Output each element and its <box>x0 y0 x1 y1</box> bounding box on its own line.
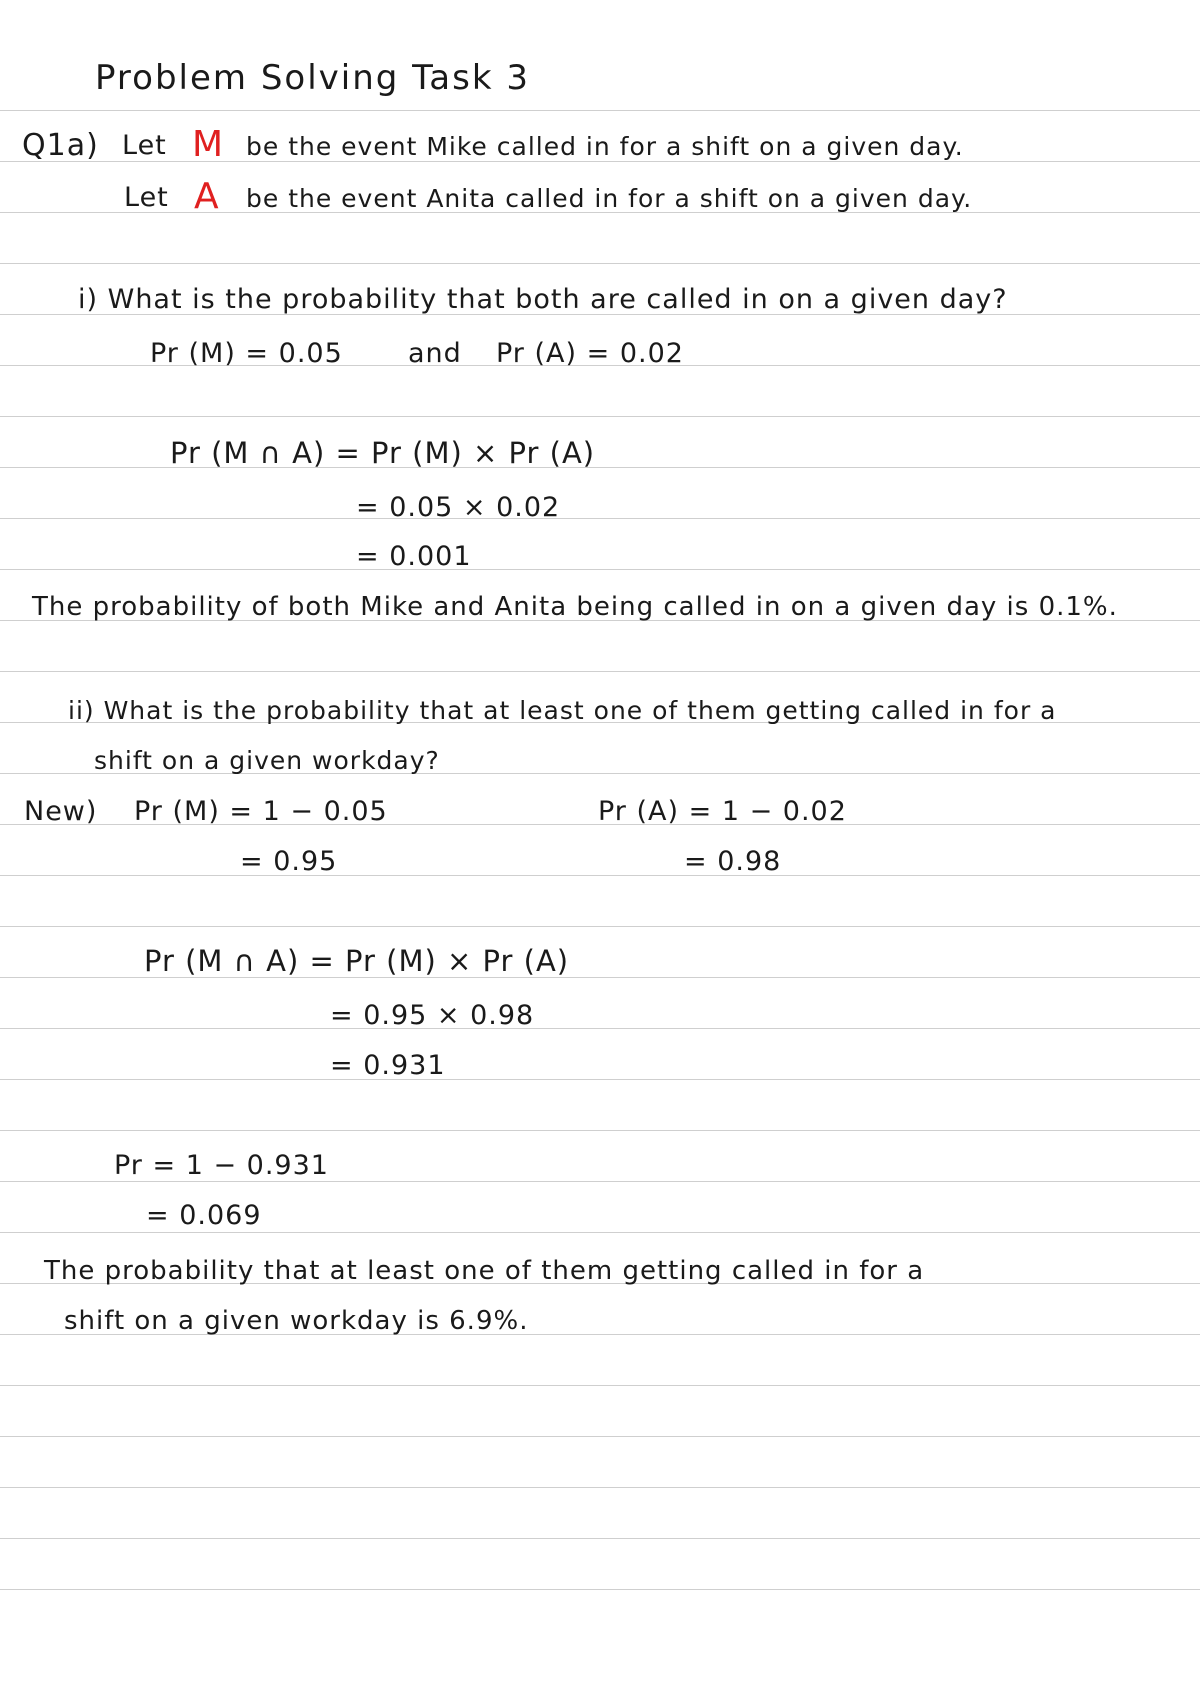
rule-line <box>0 1436 1200 1437</box>
part-ii-conclusion-line2: shift on a given workday is 6.9%. <box>64 1306 529 1336</box>
rule-line <box>0 161 1200 162</box>
part-ii-conclusion-line1: The probability that at least one of them getting called in for a <box>44 1256 925 1286</box>
pr-line1: Pr = 1 − 0.931 <box>114 1150 329 1181</box>
variable-m: M <box>192 124 225 165</box>
rule-line <box>0 1589 1200 1590</box>
given-pr-a: Pr (A) = 0.02 <box>496 338 684 369</box>
rule-line <box>0 569 1200 570</box>
let-a-text: be the event Anita called in for a shift on a given day. <box>246 184 973 213</box>
rule-line <box>0 1232 1200 1233</box>
let-a-prefix: Let <box>124 182 169 213</box>
rule-line <box>0 875 1200 876</box>
rule-line <box>0 1028 1200 1029</box>
part-ii-question-line1: ii) What is the probability that at least one of them getting called in for a <box>68 696 1057 725</box>
new-label: New) <box>24 796 98 827</box>
new-pr-a-line1: Pr (A) = 1 − 0.02 <box>598 796 847 827</box>
rule-line <box>0 1538 1200 1539</box>
part-i-eq1: Pr (M ∩ A) = Pr (M) × Pr (A) <box>170 436 596 470</box>
rule-line <box>0 926 1200 927</box>
part-i-conclusion: The probability of both Mike and Anita being called in on a given day is 0.1%. <box>32 592 1118 622</box>
rule-line <box>0 1130 1200 1131</box>
new-pr-m-line2: = 0.95 <box>240 846 338 877</box>
let-m-prefix: Let <box>122 130 167 161</box>
new-pr-a-line2: = 0.98 <box>684 846 782 877</box>
part-i-question: i) What is the probability that both are called in on a given day? <box>78 284 1008 315</box>
rule-line <box>0 1079 1200 1080</box>
given-pr-m: Pr (M) = 0.05 <box>150 338 343 369</box>
part-ii-eq3: = 0.931 <box>330 1050 446 1081</box>
rule-line <box>0 110 1200 111</box>
page-title: Problem Solving Task 3 <box>95 58 530 98</box>
rule-line <box>0 1385 1200 1386</box>
part-i-eq3: = 0.001 <box>356 541 472 572</box>
question-label: Q1a) <box>22 128 99 163</box>
part-ii-eq2: = 0.95 × 0.98 <box>330 1000 535 1031</box>
given-and: and <box>408 338 462 369</box>
rule-line <box>0 1181 1200 1182</box>
rule-line <box>0 518 1200 519</box>
pr-line2: = 0.069 <box>146 1200 262 1231</box>
rule-line <box>0 671 1200 672</box>
rule-line <box>0 263 1200 264</box>
part-i-eq2: = 0.05 × 0.02 <box>356 492 561 523</box>
let-m-text: be the event Mike called in for a shift on a given day. <box>246 132 964 161</box>
rule-line <box>0 1487 1200 1488</box>
new-pr-m-line1: Pr (M) = 1 − 0.05 <box>134 796 388 827</box>
rule-line <box>0 416 1200 417</box>
part-ii-question-line2: shift on a given workday? <box>94 746 440 775</box>
part-ii-eq1: Pr (M ∩ A) = Pr (M) × Pr (A) <box>144 944 570 978</box>
variable-a: A <box>194 176 220 217</box>
